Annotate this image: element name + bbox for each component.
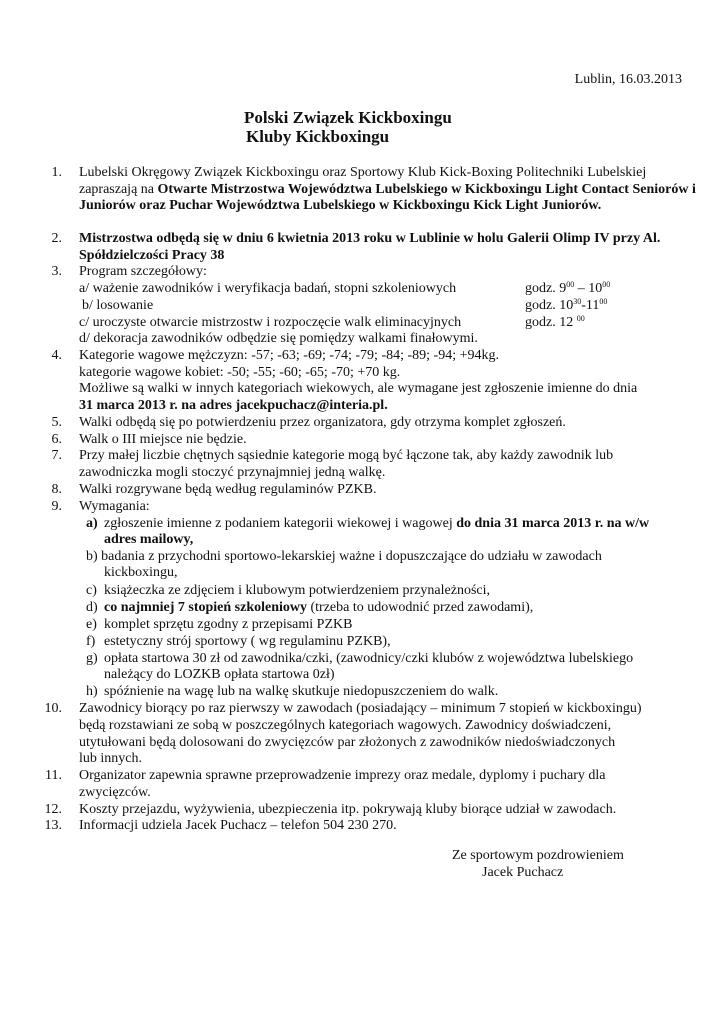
title-clubs: Kluby Kickboxingu <box>246 127 390 146</box>
req-h-text: spóźnienie na wagę lub na walkę skutkuje niedopuszczeniem do walk. <box>104 684 499 699</box>
signature-name: Jacek Puchacz <box>482 865 564 880</box>
item-rules: Walki rozgrywane będą według regulaminów PZKB. <box>79 482 377 497</box>
item-costs: Koszty przejazdu, wyżywienia, ubezpieczenia itp. pokrywają kluby biorące udział w zawodach. <box>79 802 617 817</box>
item-number: 9. <box>51 499 62 514</box>
item-contact: Informacji udziela Jacek Puchacz – telefon 504 230 270. <box>79 818 397 833</box>
req-e-text: komplet sprzętu zgodny z przepisami PZKB <box>104 617 353 632</box>
req-g-text-cont: należący do LOZKB opłata startowa 0zł) <box>104 667 335 682</box>
item-number: 11. <box>45 768 62 783</box>
requirements-title: Wymagania: <box>79 499 150 514</box>
req-g-letter: g) <box>86 651 98 666</box>
item-venue: Mistrzostwa odbędą się w dniu 6 kwietnia 2013 roku w Lublinie w holu Galerii Olimp IV przy Al. Spółdzielczości Pracy 38 <box>79 231 661 263</box>
item-merging-line2: zawodniczka mogli stoczyć przynajmniej jedną walkę. <box>79 465 386 480</box>
item-number: 1. <box>51 165 62 180</box>
req-c-letter: c) <box>86 583 97 598</box>
req-f-letter: f) <box>86 634 96 649</box>
program-a-time: godz. $9^{00} - 10^{00}$ <box>525 280 611 296</box>
seeding-line4: lub innych. <box>79 751 142 766</box>
req-b-text: b) badania z przychodni sportowo-lekarskiej ważne i dopuszczające do udziału w zawodach <box>86 549 602 564</box>
req-a-text-cont: adres mailowy, <box>104 532 194 547</box>
req-g-text: opłata startowa 30 zł od zawodnika/czki, (zawodnicy/czki klubów z województwa lubelskiego <box>104 651 634 666</box>
weight-categories-men: Kategorie wagowe mężczyzn: -57; -63; -69; -74; -79; -84; -89; -94; +94kg. <box>79 348 499 363</box>
item-number: 2. <box>51 231 62 246</box>
item-merging-line1: Przy małej liczbie chętnych sąsiednie kategorie mogą być łączone tak, aby każdy zawodnik lub <box>79 448 614 463</box>
item-number: 4. <box>51 348 62 363</box>
seeding-line3: utytułowani będą dolosowani do zwycięzców par złożonych z zawodników niedoświadczonych <box>79 735 616 750</box>
req-f-text: estetyczny strój sportowy ( wg regulaminu PZKB), <box>104 634 391 649</box>
program-b-time: godz. $10^{30}-11^{00}$ <box>525 297 608 313</box>
document-date: Lublin, 16.03.2013 <box>574 72 682 87</box>
item-invitation <box>79 165 704 215</box>
req-a-letter: a) <box>86 516 98 531</box>
req-h-letter: h) <box>86 684 98 699</box>
item-number: 7. <box>51 448 62 463</box>
req-c-text: książeczka ze zdjęciem i klubowym potwierdzeniem przynależności, <box>104 583 490 598</box>
seeding-line1: Zawodnicy biorący po raz pierwszy w zawodach (posiadający – minimum 7 stopień w kickboxingu) <box>79 701 642 716</box>
registration-deadline: 31 marca 2013 r. na adres jacekpuchacz@interia.pl. <box>79 398 388 413</box>
championship-name: Otwarte Mistrzostwa Województwa Lubelskiego w Kickboxingu Light Contact Seniorów i Juniorów oraz Puchar Województwa Lubelskiego w Kickboxingu Kick Light Juniorów. <box>79 181 696 213</box>
req-b-text-cont: kickboxingu, <box>104 565 178 580</box>
program-a-label: a/ ważenie zawodników i weryfikacja badań, stopni szkoleniowych <box>79 281 457 296</box>
req-d-letter: d) <box>86 600 98 615</box>
item-confirmation: Walki odbędą się po potwierdzeniu przez organizatora, gdy otrzyma komplet zgłoszeń. <box>79 415 566 430</box>
item-number: 8. <box>51 482 62 497</box>
program-title: Program szczegółowy: <box>79 264 207 279</box>
item-number: 5. <box>51 415 62 430</box>
invitation-text: Lubelski Okręgowy Związek Kickboxingu oraz Sportowy Klub Kick-Boxing Politechniki Lubelskiej zapraszają na <box>79 165 647 197</box>
organizer-line1: Organizator zapewnia sprawne przeprowadzenie imprezy oraz medale, dyplomy i puchary dla <box>79 768 606 783</box>
item-number: 10. <box>44 701 62 716</box>
program-c-time: godz. 12 $^{00}$ <box>525 314 585 330</box>
other-categories-note: Możliwe są walki w innych kategoriach wiekowych, ale wymagane jest zgłoszenie imienne do dnia <box>79 381 638 396</box>
item-number: 3. <box>51 264 62 279</box>
item-number: 13. <box>44 818 62 833</box>
program-b-label: b/ losowanie <box>82 298 154 313</box>
title-organization: Polski Związek Kickboxingu <box>244 108 452 127</box>
seeding-line2: będą rozstawiani ze sobą w poszczególnych kategoriach wagowych. Zawodnicy doświadczeni, <box>79 718 612 733</box>
req-d-text: co najmniej 7 stopień szkoleniowy (trzeba to udowodnić przed zawodami), <box>104 600 534 615</box>
program-c-label: c/ uroczyste otwarcie mistrzostw i rozpoczęcie walk eliminacyjnych <box>79 315 462 330</box>
organizer-line2: zwycięzców. <box>79 785 151 800</box>
item-number: 6. <box>51 432 62 447</box>
program-d-label: d/ dekoracja zawodników odbędzie się pomiędzy walkami finałowymi. <box>79 331 478 346</box>
req-a-text: zgłoszenie imienne z podaniem kategorii wiekowej i wagowej do dnia 31 marca 2013 r. na w/w <box>104 516 650 531</box>
weight-categories-women: kategorie wagowe kobiet: -50; -55; -60; -65; -70; +70 kg. <box>79 365 401 380</box>
item-number: 12. <box>44 802 62 817</box>
closing-greeting: Ze sportowym pozdrowieniem <box>452 848 624 863</box>
item-third-place: Walk o III miejsce nie będzie. <box>79 432 247 447</box>
req-e-letter: e) <box>86 617 97 632</box>
